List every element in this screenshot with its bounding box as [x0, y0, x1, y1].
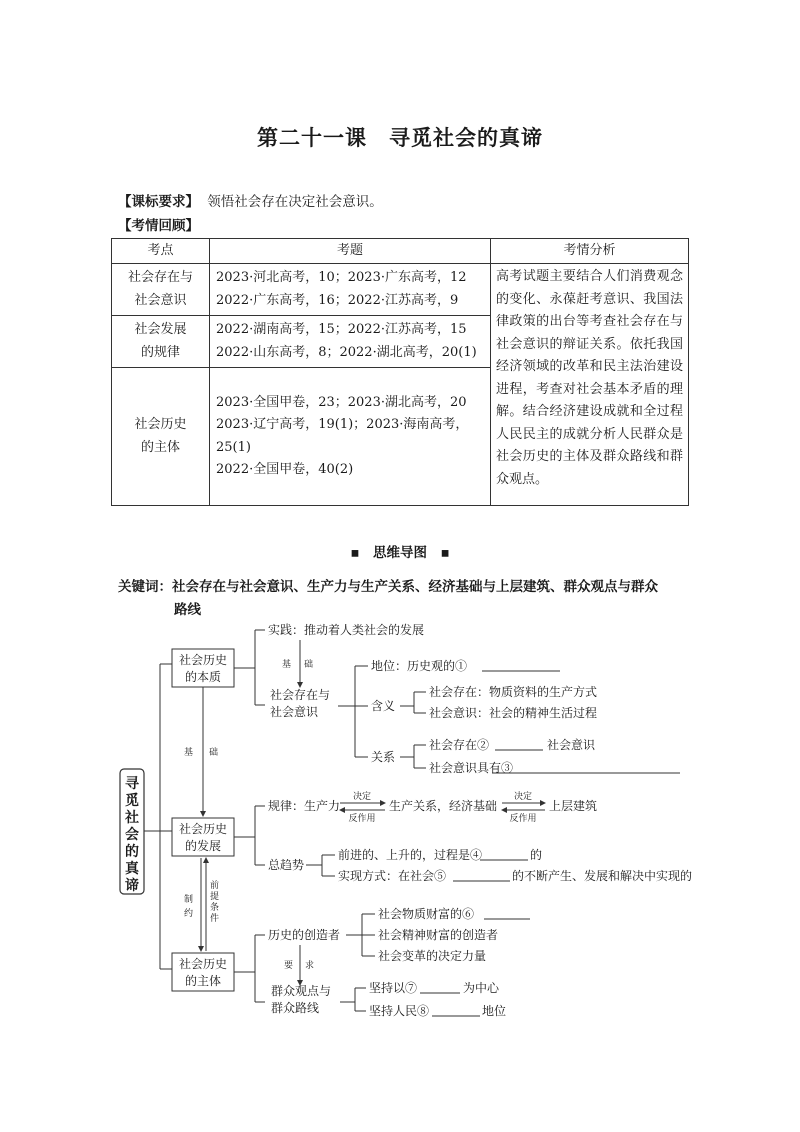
premise-char: 条 — [210, 903, 220, 913]
basis2-char: 基 — [184, 748, 194, 758]
law-mid: 生产关系，经济基础 — [389, 799, 498, 813]
meaning-a: 社会存在：物质资料的生产方式 — [429, 685, 598, 699]
root-char: 会 — [125, 827, 139, 843]
header-analysis: 考情分析 — [491, 239, 689, 264]
restrict-char: 约 — [184, 909, 194, 919]
require-char: 求 — [305, 961, 315, 971]
question-line: 2022·全国甲卷，40(2) — [216, 462, 354, 477]
react-label: 反作用 — [509, 814, 537, 824]
root-char: 谛 — [125, 878, 139, 894]
question-line: 2022·广东高考，16；2022·江苏高考，9 — [216, 292, 459, 308]
meaning-b: 社会意识：社会的精神生活过程 — [429, 706, 598, 720]
trend-label: 总趋势 — [268, 858, 305, 872]
question-line: 25(1) — [216, 439, 251, 455]
status-text: 地位：历史观的① — [371, 659, 468, 673]
mass-b2: 地位 — [482, 1004, 507, 1018]
point-line: 社会发展 — [134, 322, 187, 337]
trend-b2: 的不断产生、发展和解决中实现的 — [512, 869, 693, 883]
mass-label: 群众观点与 — [271, 984, 332, 998]
basis1-char: 基 — [282, 660, 292, 670]
basis2-char: 础 — [209, 748, 219, 758]
essence-label: 社会历史 — [178, 653, 228, 667]
mass-label: 群众路线 — [271, 1001, 320, 1015]
premise-char: 前 — [210, 881, 220, 891]
creators-label: 历史的创造者 — [268, 928, 341, 942]
development-label: 的发展 — [184, 839, 222, 853]
question-line: 2023·全国甲卷，23；2023·湖北高考，20 — [216, 394, 467, 410]
keywords-text: 社会存在与社会意识、生产力与生产关系、经济基础与上层建筑、群众观点与群众 — [172, 579, 658, 595]
law-label: 规律：生产力 — [268, 799, 341, 813]
analysis-cell: 高考试题主要结合人们消费观念的变化、永葆赶考意识、我国法律政策的出台等考查社会存在与社会意识的辩证关系。依托我国经济领域的改革和民主法治建设进程，考查对社会基本矛盾的理解。结合经济建设成就和全过程人民民主的成就分析人民群众是社会历史的主体及群众路线和群众观点。 — [491, 264, 689, 506]
exist-conscious-label: 社会存在与 — [270, 688, 331, 702]
question-line: 2023·辽宁高考，19(1)；2023·海南高考， — [216, 417, 469, 432]
development-label: 社会历史 — [178, 822, 228, 836]
trend-a1: 前进的、上升的，过程是④ — [338, 848, 483, 862]
requirement-text: 领悟社会存在决定社会意识。 — [207, 194, 383, 210]
mindmap-header: ▪ 思维导图 ▪ — [350, 545, 450, 561]
question-line: 2023·河北高考，10；2023·广东高考，12 — [216, 270, 467, 285]
header-questions: 考题 — [210, 239, 491, 264]
basis1-char: 础 — [304, 660, 314, 670]
premise-char: 提 — [210, 892, 220, 902]
relation-label: 关系 — [371, 750, 396, 764]
point-line: 社会历史 — [134, 417, 187, 432]
react-label: 反作用 — [348, 814, 376, 824]
relation-a2: 社会意识 — [547, 738, 596, 752]
point-line: 社会意识 — [134, 292, 187, 308]
keywords-line2: 路线 — [174, 602, 201, 618]
relation-b: 社会意识具有③ — [429, 761, 514, 775]
root-char: 寻 — [125, 776, 139, 792]
trend-b1: 实现方式：在社会⑤ — [338, 869, 447, 883]
subject-label: 的主体 — [184, 974, 222, 988]
practice-text: 实践：推动着人类社会的发展 — [268, 623, 425, 637]
root-char: 的 — [125, 844, 139, 860]
page-title: 第二十一课 寻觅社会的真谛 — [257, 126, 543, 150]
exist-conscious-label: 社会意识 — [270, 705, 319, 719]
restrict-char: 制 — [184, 895, 194, 905]
mass-b1: 坚持人民⑧ — [369, 1004, 430, 1018]
header-point: 考点 — [112, 239, 210, 264]
mass-a2: 为中心 — [463, 981, 500, 995]
premise-char: 件 — [210, 914, 220, 924]
decide-label: 决定 — [513, 792, 533, 802]
essence-label: 的本质 — [184, 670, 222, 684]
point-line: 的规律 — [140, 344, 180, 360]
require-char: 要 — [284, 961, 294, 971]
creator-c: 社会变革的决定力量 — [378, 949, 487, 963]
trend-a2: 的 — [530, 848, 543, 862]
decide-label: 决定 — [352, 792, 372, 802]
creator-b: 社会精神财富的创造者 — [378, 928, 499, 942]
keywords-label: 关键词： — [118, 579, 172, 595]
creator-a: 社会物质财富的⑥ — [378, 907, 475, 921]
point-line: 的主体 — [140, 439, 180, 455]
subject-label: 社会历史 — [178, 957, 228, 971]
law-end: 上层建筑 — [549, 799, 598, 813]
relation-a1: 社会存在② — [429, 738, 490, 752]
meaning-label: 含义 — [371, 699, 396, 713]
root-char: 社 — [125, 810, 139, 826]
root-char: 觅 — [125, 793, 139, 809]
question-line: 2022·山东高考，8；2022·湖北高考，20(1) — [216, 344, 477, 360]
question-line: 2022·湖南高考，15；2022·江苏高考，15 — [216, 322, 467, 337]
point-line: 社会存在与 — [127, 270, 193, 285]
review-tag: 【考情回顾】 — [118, 218, 199, 234]
requirement-tag: 【课标要求】 — [118, 194, 199, 210]
mass-a1: 坚持以⑦ — [369, 981, 418, 995]
root-char: 真 — [125, 861, 139, 877]
